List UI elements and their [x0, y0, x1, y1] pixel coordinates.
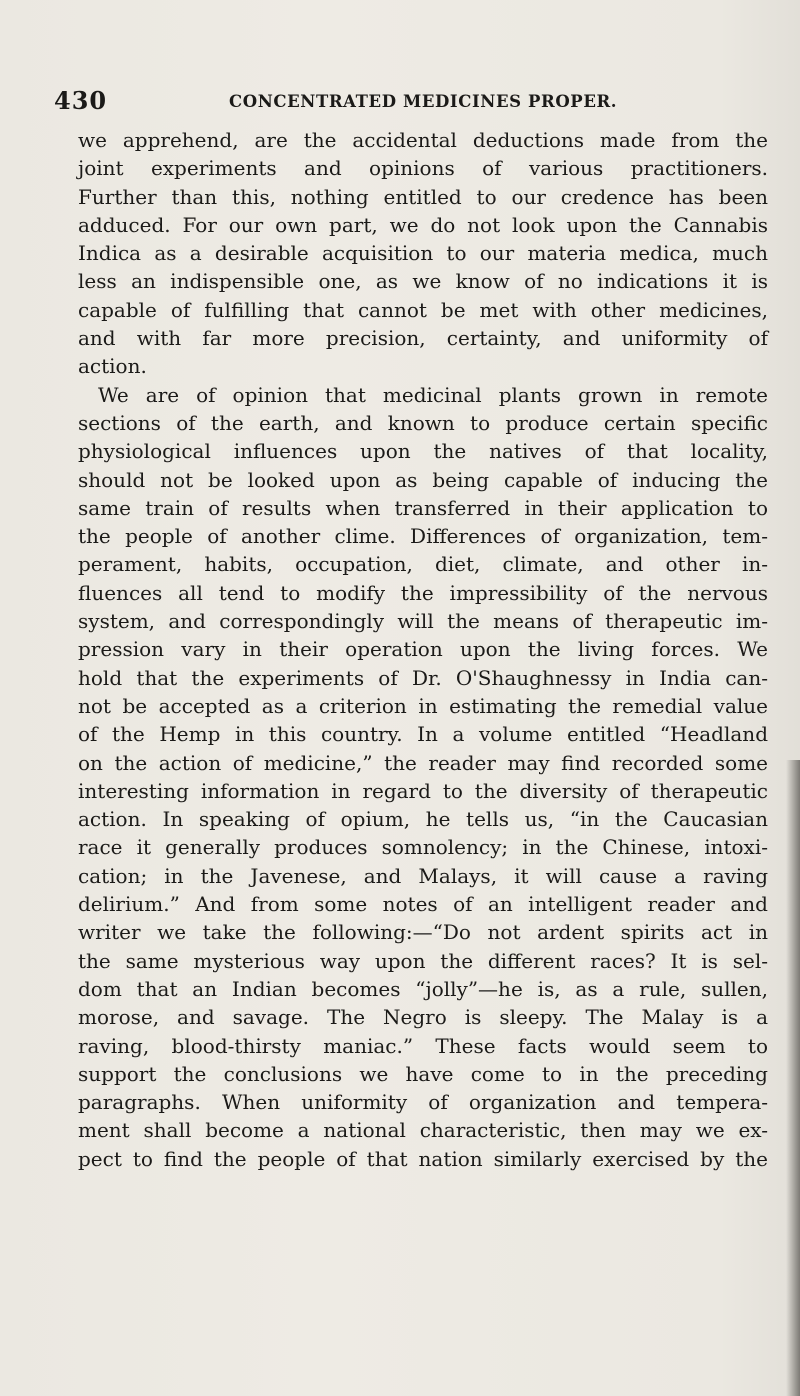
text-line: dom that an Indian becomes “jolly”—he is, as a rule, sullen,	[78, 976, 768, 1001]
text-line: and with far more precision, certainty, and uniformity of	[78, 326, 768, 351]
text-line: paragraphs. When uniformity of organization and tempera-	[78, 1090, 768, 1115]
text-line: sections of the earth, and known to produce certain specific	[78, 410, 768, 435]
text-line: of the Hemp in this country. In a volume entitled “Headland	[78, 722, 768, 747]
text-line: Further than this, nothing entitled to our credence has been	[78, 184, 768, 209]
text-line: Indica as a desirable acquisition to our materia medica, much	[78, 241, 768, 266]
body-text	[78, 126, 768, 1173]
text-line: fluences all tend to modify the impressibility of the nervous	[78, 580, 768, 605]
text-line: physiological influences upon the natives of that locality,	[78, 439, 768, 464]
page-edge-shadow	[786, 760, 800, 1396]
text-line: should not be looked upon as being capable of inducing the	[78, 467, 768, 492]
text-line: the same mysterious way upon the different races? It is sel-	[78, 948, 768, 973]
text-line: hold that the experiments of Dr. O'Shaughnessy in India can-	[78, 665, 768, 690]
text-line: raving, blood-thirsty maniac.” These facts would seem to	[78, 1033, 768, 1058]
text-line: morose, and savage. The Negro is sleepy. The Malay is a	[78, 1005, 768, 1030]
text-line: joint experiments and opinions of various practitioners.	[78, 156, 768, 181]
page-header	[54, 86, 754, 116]
text-line: delirium.” And from some notes of an intelligent reader and	[78, 892, 768, 917]
text-line: race it generally produces somnolency; in the Chinese, intoxi-	[78, 835, 768, 860]
text-line: system, and correspondingly will the means of therapeutic im-	[78, 609, 768, 634]
text-line: interesting information in regard to the diversity of therapeutic	[78, 778, 768, 803]
text-line: writer we take the following:—“Do not ardent spirits act in	[78, 920, 768, 945]
text-line: on the action of medicine,” the reader may find recorded some	[78, 750, 768, 775]
text-line: adduced. For our own part, we do not look upon the Cannabis	[78, 212, 768, 237]
text-line: we apprehend, are the accidental deductions made from the	[78, 128, 768, 152]
text-line: capable of fulfilling that cannot be met with other medicines,	[78, 297, 768, 322]
text-line: perament, habits, occupation, diet, climate, and other in-	[78, 552, 768, 577]
text-line: pect to find the people of that nation similarly exercised by the	[78, 1146, 768, 1171]
text-line: less an indispensible one, as we know of no indications it is	[78, 269, 768, 294]
text-line: support the conclusions we have come to in the preceding	[78, 1061, 768, 1086]
text-line: pression vary in their operation upon the living forces. We	[78, 637, 768, 662]
text-line: cation; in the Javenese, and Malays, it will cause a raving	[78, 863, 768, 888]
text-line: ment shall become a national characteristic, then may we ex-	[78, 1118, 768, 1143]
text-line: same train of results when transferred in their application to	[78, 495, 768, 520]
paragraph-start-line: We are of opinion that medicinal plants grown in remote	[98, 382, 768, 407]
text-line: not be accepted as a criterion in estimating the remedial value	[78, 693, 768, 718]
text-line: action.	[78, 354, 147, 379]
running-head: CONCENTRATED MEDICINES PROPER.	[229, 92, 618, 111]
text-line: action. In speaking of opium, he tells us, “in the Caucasian	[78, 807, 768, 832]
page-number: 430	[54, 86, 108, 115]
text-line: the people of another clime. Differences of organization, tem-	[78, 524, 768, 549]
